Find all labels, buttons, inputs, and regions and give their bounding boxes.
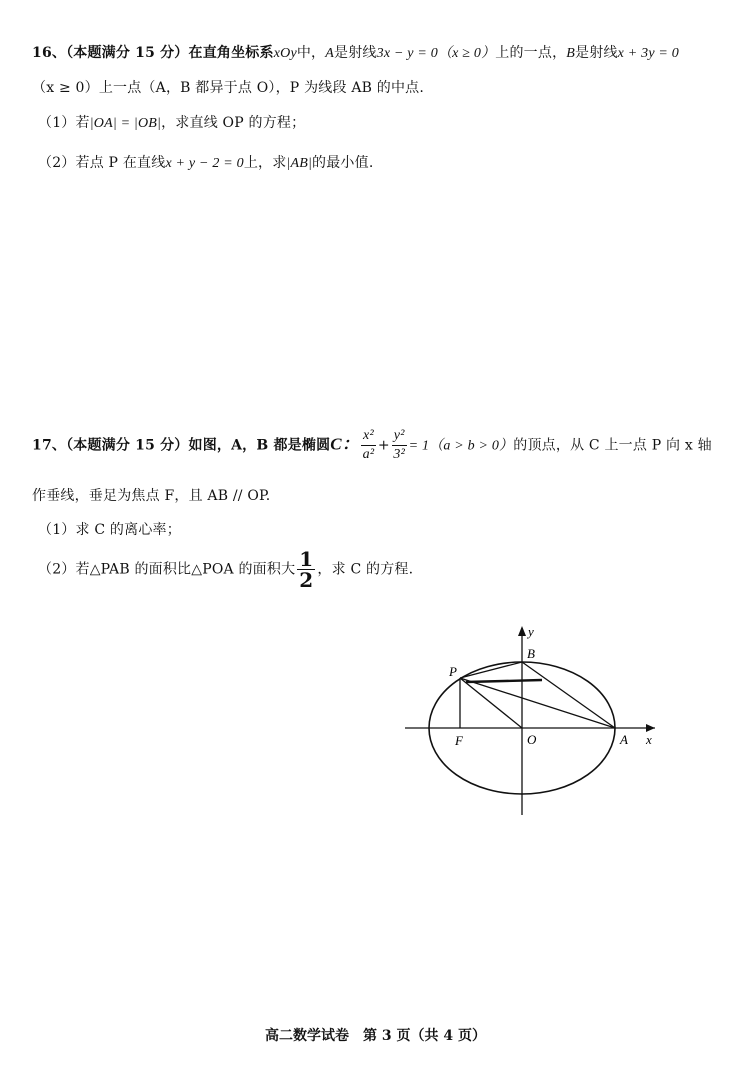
q17-half-num: 1 <box>299 547 314 571</box>
q17-frac-x-num: x² <box>361 427 376 446</box>
q17-ellipse-name: C： <box>330 434 360 454</box>
q16-ray-1: 3x − y = 0 <box>376 46 438 61</box>
q16-ray-1-cond: （x ≥ 0） <box>437 46 496 61</box>
label-f: F <box>455 733 463 748</box>
q16-part-1 <box>38 112 305 132</box>
segment-pa <box>460 678 615 728</box>
label-o: O <box>527 732 537 747</box>
q17-frac-x-den: a² <box>362 447 375 462</box>
page-footer: 高二数学试卷 第 3 页（共 4 页） <box>265 1028 486 1044</box>
x-axis-arrow-icon <box>646 724 655 732</box>
label-b: B <box>527 646 535 661</box>
y-axis-arrow-icon <box>518 626 526 636</box>
q16-part-2-text: 上，求 <box>243 155 287 171</box>
label-x: x <box>646 732 652 747</box>
label-y: y <box>528 624 534 639</box>
q17-part-2 <box>38 549 413 590</box>
q17-heading: 17、（本题满分 15 分）如图，A，B 都是椭圆 <box>32 437 331 454</box>
q16-text-c: 是射线 <box>334 45 377 61</box>
q16-part-2 <box>38 152 373 172</box>
label-p: P <box>449 664 457 679</box>
q17-text-b: 的顶点，从 C 上一点 P 向 x 轴 <box>513 437 712 454</box>
q16-point-a: A <box>325 46 335 61</box>
q16-line-2: （x ≥ 0）上一点（A，B 都异于点 O），P 为线段 AB 的中点. <box>32 80 425 96</box>
q16-point-b: B <box>566 46 576 61</box>
segment-pb <box>460 662 522 678</box>
q16-ray-2: x + 3y = 0 <box>617 46 679 61</box>
q17-half-den: 2 <box>299 568 314 592</box>
q16-part-2-tail: 的最小值. <box>312 155 374 171</box>
q17-cond: （a > b > 0） <box>429 438 514 454</box>
q17-part-2-text: ，求 C 的方程. <box>317 561 414 578</box>
q17-half <box>297 549 315 590</box>
q16-text-b: 中， <box>296 45 326 61</box>
q16-line-1 <box>32 42 679 62</box>
q17-part-1: （1）求 C 的离心率； <box>38 522 181 538</box>
q17-line-2: 作垂线，垂足为焦点 F，且 AB // OP. <box>32 488 271 504</box>
q17-frac-y-num: y² <box>392 427 407 446</box>
q17-plus: + <box>377 437 390 454</box>
q16-xoy: xOy <box>273 46 297 61</box>
q17-eq-tail: = 1 <box>408 438 430 454</box>
q17-frac-y-den: 3² <box>393 447 405 462</box>
segment-po <box>460 678 522 728</box>
ellipse-figure <box>400 620 662 815</box>
q16-text-e: 是射线 <box>575 45 618 61</box>
q16-heading: 16、（本题满分 15 分）在直角坐标系 <box>32 45 274 61</box>
label-a: A <box>620 732 628 747</box>
q17-line-1 <box>32 427 712 464</box>
q16-part-1-label: （1）若 <box>38 115 90 131</box>
q17-part-2-label: （2）若△PAB 的面积比△POA 的面积大 <box>38 561 296 578</box>
q16-part-2-abs: |AB| <box>286 156 313 171</box>
q16-part-1-text: ，求直线 OP 的方程； <box>161 115 306 131</box>
segment-ba <box>522 662 615 728</box>
q17-frac-x <box>361 427 376 464</box>
q17-frac-y <box>392 427 407 464</box>
q16-part-2-label: （2）若点 P 在直线 <box>38 155 166 171</box>
q16-part-1-math: |OA| = |OB| <box>89 116 162 131</box>
pen-stroke <box>466 680 542 682</box>
q16-text-d: 上的一点， <box>495 45 567 61</box>
q16-part-2-line: x + y − 2 = 0 <box>165 156 244 171</box>
